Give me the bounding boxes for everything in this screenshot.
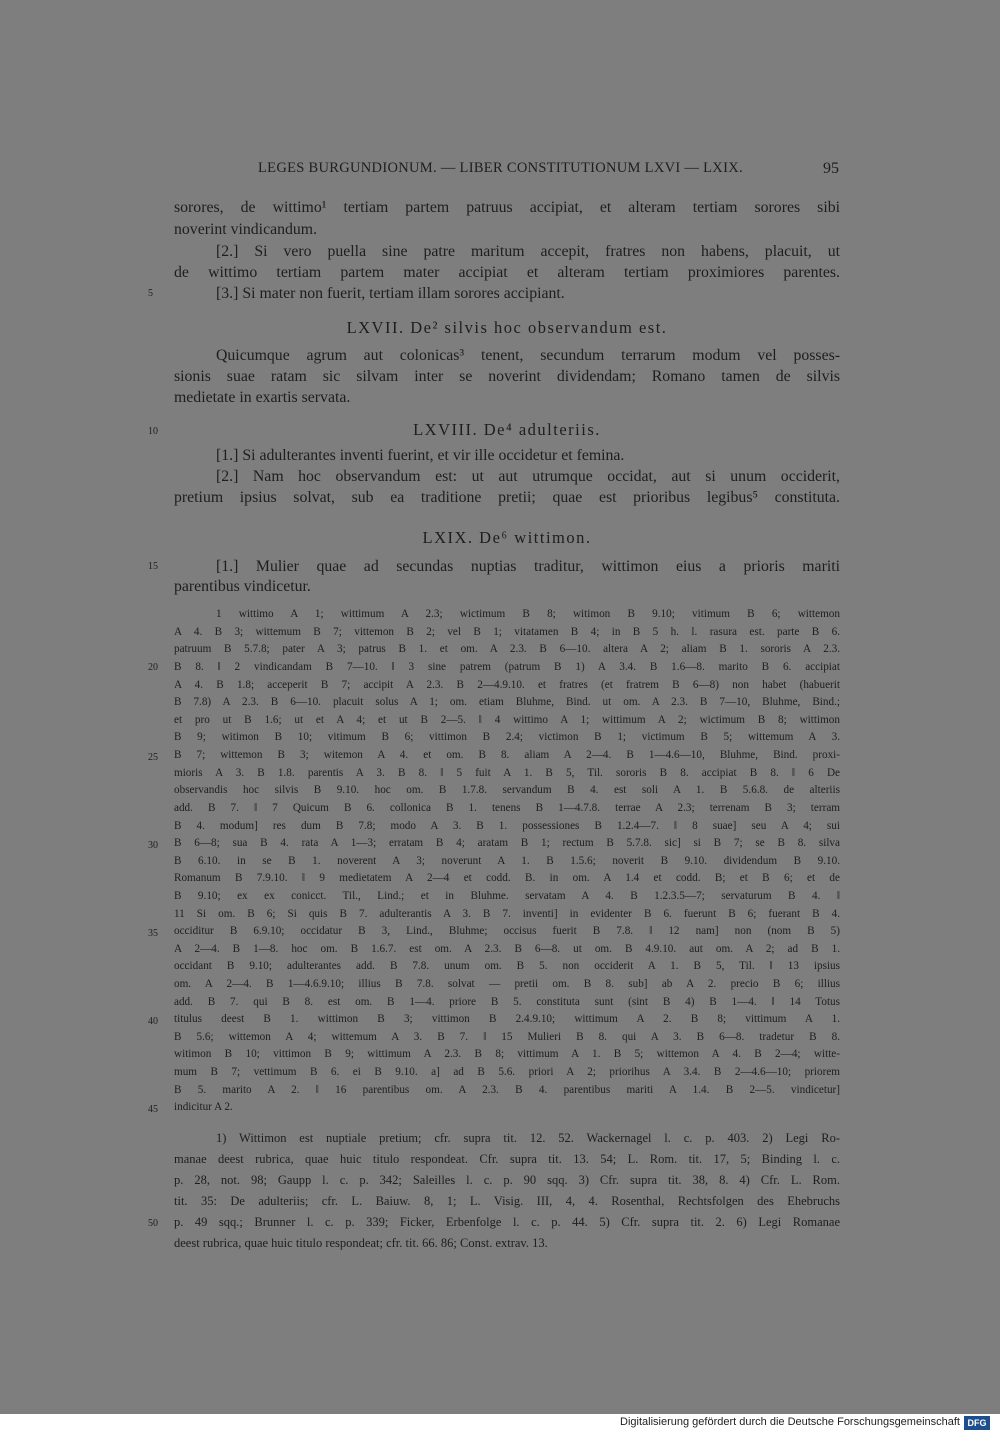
apparatus-line: patruum B 5.7.8; pater A 3; patrus B 1. et om. A 2.3. B 6—10. altera A 2; aliam B 1. sororis A 2.3. <box>174 643 840 655</box>
apparatus-line: witimon B 10; vittimon B 9; wittimum A 2.3. B 8; vittimum A 1. B 5; wittemon A 4. B 2—4; witte- <box>174 1048 840 1060</box>
section-heading: LXIX. De⁶ wittimon. <box>422 528 592 547</box>
apparatus-line: B 7.8) A 2.3. B 6—10. placuit solus A 1; om. etiam Bluhme, Bind. ut om. A 2.3. B 7—10, Bluhme, Bind.; <box>174 696 840 708</box>
line-number: 5 <box>148 288 153 299</box>
apparatus-line: B 7; wittemon B 3; witemon A 4. et om. B 8. aliam A 2—4. B 1—4.6—10, Bluhme, Bind. proxi- <box>174 749 840 761</box>
apparatus-line: B 5.6; wittemon A 4; wittemum A 3. B 7. ‖ 15 Mulieri B 8. qui A 3. B 6—8. tradetur B 8. <box>174 1031 840 1043</box>
apparatus-line: B 6.10. in se B 1. noverent A 3; noverunt A 1. B 1.5.6; noverit B 9.10. dividendum B 9.10. <box>174 855 840 867</box>
body-line: sorores, de wittimo¹ tertiam partem patruus accipiat, et alteram tertiam sorores sibi <box>174 199 840 216</box>
body-line: parentibus vindicetur. <box>174 578 311 595</box>
body-line: pretium ipsius solvat, sub ea traditione pretii; quae est prioribus legibus⁵ constituta. <box>174 489 840 506</box>
body-line: de wittimo tertiam partem mater accipiat et alteram tertiam proximiores parentes. <box>174 264 840 281</box>
apparatus-line: A 4. B 1.8; acceperit B 7; accipit A 2.3. B 2—4.9.10. et fratres (et fratrem B 6—8) non habet (habuerit <box>174 679 840 691</box>
digitization-footer <box>0 1414 1000 1434</box>
section-heading: LXVIII. De⁴ adulteriis. <box>413 420 601 439</box>
body-line: noverint vindicandum. <box>174 221 318 238</box>
apparatus-line: observandis hoc silvis B 9.10. hoc om. B 1.7.8. servandum B 4. est soli A 1. B 5.6.8. de alteriis <box>174 784 840 796</box>
apparatus-line: occidant B 9.10; adulterantes add. B 7.8. unum om. B 5. non occiderit A 1. B 5, Til. ‖ 13 ipsius <box>174 960 840 972</box>
apparatus-line: B 6—8; sua B 4. rata A 1—3; erratam B 4; aratam B 1; rectum B 5.7.8. sic] si B 7; se B 8. silva <box>174 837 840 849</box>
footnote-line: p. 28, not. 98; Gaupp l. c. p. 342; Saleilles l. c. p. 90 sqq. 3) Cfr. supra tit. 38, 8. 4) Cfr. L. Rom. <box>174 1173 840 1187</box>
apparatus-line: B 9.10; ex ex conicct. Til., Lind.; et in Bluhme. servatam A 4. B 1.2.3.5—7; servaturum B 4. ‖ <box>174 890 840 902</box>
body-line: [2.] Nam hoc observandum est: ut aut utrumque occidat, aut si unum occiderit, <box>216 468 840 485</box>
line-number: 20 <box>148 662 158 673</box>
apparatus-line: et pro ut B 1.6; ut et A 4; et ut B 2—5. ‖ 4 wittimo A 1; wittimum A 2; wictimum B 8; wittimon <box>174 714 840 726</box>
apparatus-line: om. A 2—4. B 1—4.6.9.10; illius B 7.8. solvat — pretii om. B 8. sub] ab A 2. precio B 6; illius <box>174 978 840 990</box>
apparatus-line: add. B 7. ‖ 7 Quicum B 6. collonica B 1. tenens B 1—4.7.8. terrae A 2.3; terrenam B 3; terram <box>174 802 840 814</box>
apparatus-line: mum B 7; vettimum B 6. ei B 9.10. a] ad B 5.6. priori A 2; priorihus A 3.4. B 2—4.6—10; priorem <box>174 1066 840 1078</box>
apparatus-line: B 8. ‖ 2 vindicandam B 7—10. ‖ 3 sine patrem (patrum B 1) A 3.4. B 1.6—8. marito B 6. accipiat <box>174 661 840 673</box>
line-number: 35 <box>148 928 158 939</box>
body-line: sionis suae ratam sic silvam inter se noverint dividendam; Romano tamen de silvis <box>174 368 840 385</box>
apparatus-line: A 4. B 3; wittemum B 7; vittemon B 2; vel B 1; vitatamen B 4; in B 5 h. l. rasura est. parte B 6. <box>174 626 840 638</box>
apparatus-line: indicitur A 2. <box>174 1101 233 1113</box>
body-line: [3.] Si mater non fuerit, tertiam illam sorores accipiant. <box>216 285 565 302</box>
apparatus-line: 11 Si om. B 6; Si quis B 7. adulterantis A 3. B 7. inventi] in evidenter B 6. fuerunt B 6; fuerant B 4. <box>174 908 840 920</box>
line-number: 10 <box>148 426 158 437</box>
apparatus-line: 1 wittimo A 1; wittimum A 2.3; wictimum B 8; witimon B 9.10; vitimum B 6; wittemon <box>216 608 840 620</box>
line-number: 25 <box>148 752 158 763</box>
line-number: 30 <box>148 840 158 851</box>
apparatus-line: mioris A 3. B 1.8. parentis A 3. B 8. ‖ 5 fuit A 1. B 5, Til. sororis B 8. accipiat B 8. ‖ 6 De <box>174 767 840 779</box>
apparatus-line: A 2—4. B 1—8. hoc om. B 1.6.7. est om. A 2.3. B 6—8. ut om. B 4.9.10. aut om. A 2; ad B 1. <box>174 943 840 955</box>
footnote-line: p. 49 sqq.; Brunner l. c. p. 339; Ficker, Erbenfolge l. c. p. 44. 5) Cfr. supra tit. 2. 6) Legi Romanae <box>174 1215 840 1229</box>
footnote-line: 1) Wittimon est nuptiale pretium; cfr. supra tit. 12. 52. Wackernagel l. c. p. 403. 2) Legi Ro- <box>216 1131 840 1145</box>
line-number: 45 <box>148 1104 158 1115</box>
apparatus-line: B 9; witimon B 10; vitimum B 6; vittimon B 2.4; victimon B 1; victimum B 5; wittemum A 3. <box>174 731 840 743</box>
footnote-line: deest rubrica, quae huic titulo respondeat; cfr. tit. 66. 86; Const. extrav. 13. <box>174 1236 548 1250</box>
body-line: medietate in exartis servata. <box>174 389 351 406</box>
body-line: [1.] Si adulterantes inventi fuerint, et vir ille occidetur et femina. <box>216 447 625 464</box>
footer-credit: Digitalisierung gefördert durch die Deutsche Forschungsgemeinschaft <box>620 1416 960 1428</box>
section-heading: LXVII. De² silvis hoc observandum est. <box>346 318 668 337</box>
apparatus-line: B 5. marito A 2. ‖ 16 parentibus om. A 2.3. B 4. parentibus mariti A 1.4. B 2—5. vindicetur] <box>174 1084 840 1096</box>
line-number: 50 <box>148 1218 158 1229</box>
line-number: 40 <box>148 1016 158 1027</box>
body-line: [2.] Si vero puella sine patre maritum accepit, fratres non habens, placuit, ut <box>216 243 840 260</box>
body-line: Quicumque agrum aut colonicas³ tenent, secundum terrarum modum vel posses- <box>216 347 840 364</box>
apparatus-line: Romanum B 7.9.10. ‖ 9 medietatem A 2—4 et codd. B. in om. A 1.4 et codd. B; et B 6; et de <box>174 872 840 884</box>
apparatus-line: titulus deest B 1. wittimon B 3; vittimon B 2.4.9.10; wittimum A 2. B 8; vittimum A 1. <box>174 1013 840 1025</box>
apparatus-line: B 4. modum] res dum B 7.8; modo A 3. B 1. possessiones B 1.2.4—7. ‖ 8 suae] seu A 4; sui <box>174 820 840 832</box>
running-header: LEGES BURGUNDIONUM. — LIBER CONSTITUTIONUM LXVI — LXIX. <box>258 160 743 176</box>
apparatus-line: add. B 7. qui B 8. est om. B 1—4. priore B 5. constituta sunt (sint B 4) B 1—4. ‖ 14 Totus <box>174 996 840 1008</box>
apparatus-line: occiditur B 6.9.10; occidatur B 3, Lind., Bluhme; occisus fuerit B 7.8. ‖ 12 nam] non (nom B 5) <box>174 925 840 937</box>
page-number: 95 <box>823 160 839 177</box>
footnote-line: manae deest rubrica, quae huic titulo respondeat. Cfr. supra tit. 13. 54; L. Rom. tit. 17, 5; Binding l. c. <box>174 1152 840 1166</box>
line-number: 15 <box>148 561 158 572</box>
dfg-logo-icon: DFG <box>964 1416 990 1430</box>
footnote-line: tit. 35: De adulteriis; cfr. L. Baiuw. 8, 1; L. Visig. III, 4, 4. Rosenthal, Rechtsfolgen des Ehebruchs <box>174 1194 840 1208</box>
body-line: [1.] Mulier quae ad secundas nuptias traditur, wittimon eius a prioris mariti <box>216 558 840 575</box>
